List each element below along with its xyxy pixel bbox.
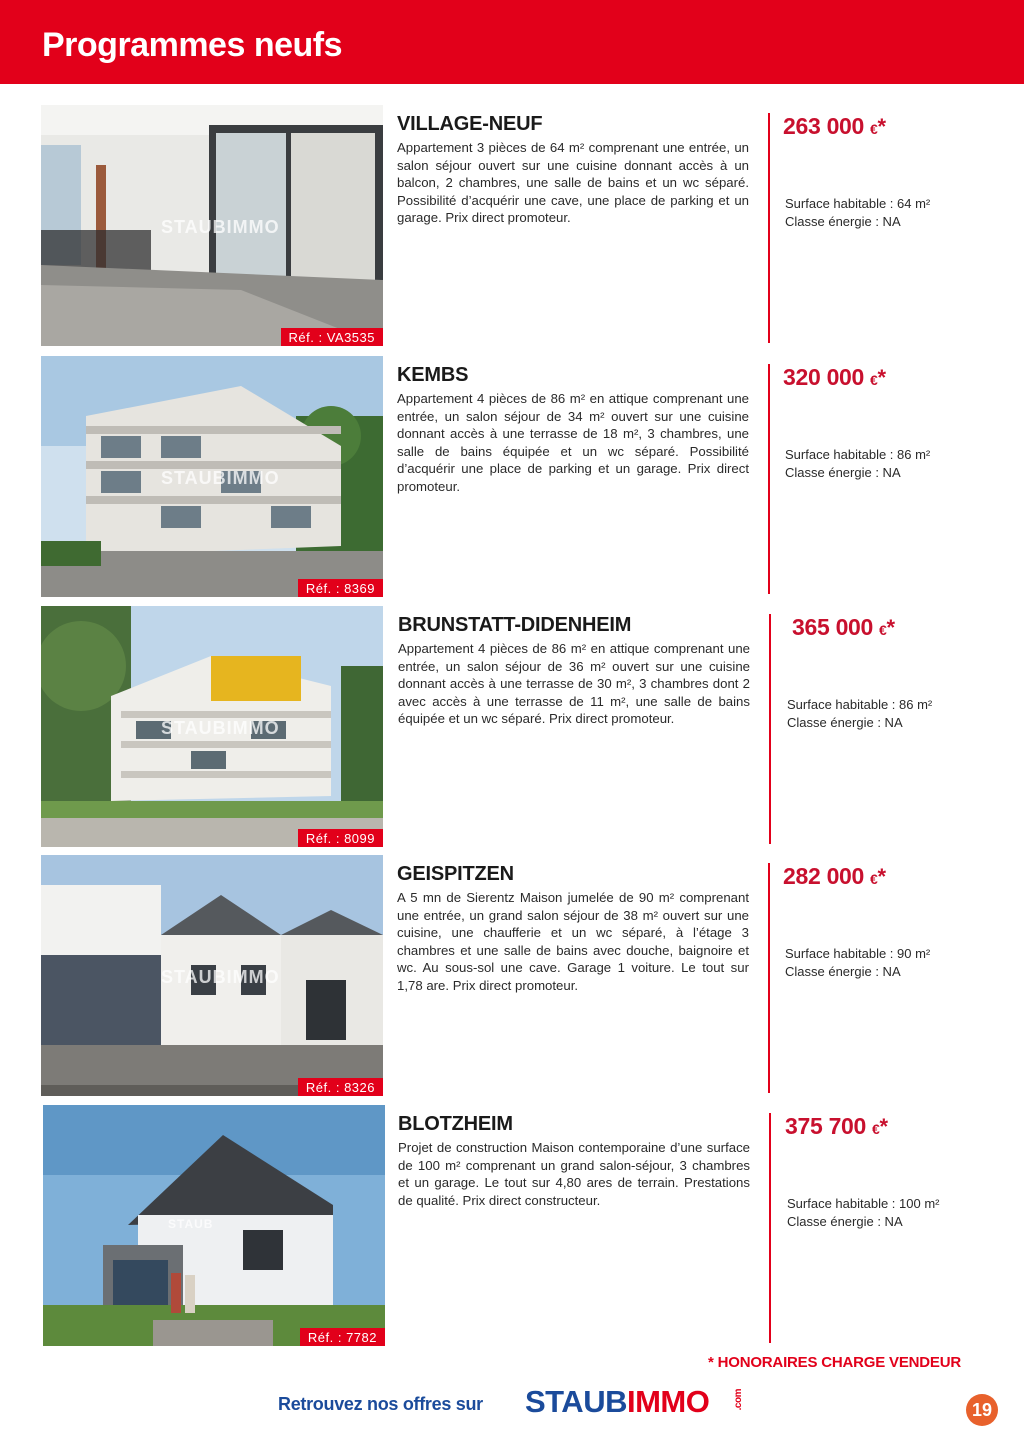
price-value: 320 000 (783, 364, 865, 390)
property-photo (43, 1105, 385, 1346)
price-value: 375 700 (785, 1113, 867, 1139)
listing-specs (787, 696, 932, 732)
property-photo (41, 105, 383, 346)
divider-line (769, 1113, 771, 1343)
property-photo (41, 356, 383, 597)
listing-city: VILLAGE-NEUF (397, 113, 543, 135)
listing-info (398, 1113, 750, 1209)
property-photo (41, 606, 383, 847)
reference-badge: Réf. : 8326 (298, 1078, 383, 1096)
photo-watermark: STAUBIMMO (161, 718, 280, 738)
listing-info (397, 863, 749, 995)
reference-badge: Réf. : 8099 (298, 829, 383, 847)
listing-card (0, 606, 1024, 851)
listing-city: BLOTZHEIM (398, 1113, 513, 1135)
listing-info (397, 364, 749, 496)
photo-modern-house-illustration (43, 1105, 385, 1346)
logo-part-staub: STAUB (525, 1384, 627, 1419)
listing-info (398, 614, 750, 728)
price-currency: € (879, 622, 887, 638)
divider-line (768, 863, 770, 1093)
listing-specs (785, 945, 930, 981)
staubimmo-logo[interactable] (525, 1384, 744, 1420)
listing-card (0, 105, 1024, 350)
price-currency: € (870, 121, 878, 137)
listing-card (0, 1105, 1024, 1350)
energy-class-text: Classe énergie : NA (785, 964, 901, 979)
price-value: 282 000 (783, 863, 865, 889)
listing-info (397, 113, 749, 227)
price-currency: € (870, 372, 878, 388)
surface-text: Surface habitable : 86 m² (787, 697, 933, 712)
listing-specs (785, 446, 930, 482)
reference-badge: Réf. : 8369 (298, 579, 383, 597)
energy-class-text: Classe énergie : NA (785, 465, 901, 480)
surface-text: Surface habitable : 86 m² (785, 447, 931, 462)
page-number-badge: 19 (966, 1394, 998, 1426)
footer-tagline: Retrouvez nos offres sur (278, 1394, 483, 1414)
page-header (0, 0, 1024, 84)
property-photo (41, 855, 383, 1096)
price-star: * (877, 365, 886, 390)
price-star: * (879, 1114, 888, 1139)
listing-description: Projet de construction Maison contemporaine d’une surface de 100 m² comprenant un grand salon-séjour, 3 chambres et un garage. Le tout sur 4,80 ares de terrain. Prestations de qualité. Prix direct constructeur. (398, 1140, 750, 1208)
surface-text: Surface habitable : 64 m² (785, 196, 931, 211)
price-star: * (886, 615, 895, 640)
photo-watermark: STAUBIMMO (161, 967, 280, 987)
energy-class-text: Classe énergie : NA (787, 1214, 903, 1229)
price-value: 365 000 (792, 614, 874, 640)
listing-city: GEISPITZEN (397, 863, 514, 885)
fees-footnote: * HONORAIRES CHARGE VENDEUR (708, 1354, 961, 1371)
price-currency: € (870, 871, 878, 887)
divider-line (768, 113, 770, 343)
price-currency: € (872, 1121, 880, 1137)
listing-description: A 5 mn de Sierentz Maison jumelée de 90 m² comprenant une entrée, un grand salon séjour de 38 m² ouvert sur une cuisine, une chaufferie et un wc séparé, à l’étage 3 chambres et une salle de bains avec douche, baignoire et wc. Au sous-sol une cave. Garage 1 voiture. Le tout sur 1,78 are. Prix direct promoteur. (397, 890, 749, 993)
page-title: Programmes neufs (42, 26, 342, 64)
photo-watermark: STAUB (168, 1217, 214, 1231)
logo-suffix-com: .com (733, 1389, 744, 1411)
listing-city: BRUNSTATT-DIDENHEIM (398, 614, 632, 636)
listing-card (0, 855, 1024, 1100)
logo-part-immo: IMMO (626, 1384, 710, 1419)
energy-class-text: Classe énergie : NA (785, 214, 901, 229)
surface-text: Surface habitable : 90 m² (785, 946, 931, 961)
reference-badge: Réf. : 7782 (300, 1328, 385, 1346)
surface-text: Surface habitable : 100 m² (787, 1196, 940, 1211)
listing-price (783, 113, 886, 140)
listing-description: Appartement 4 pièces de 86 m² en attique comprenant une entrée, un salon séjour de 34 m² ouvert sur une cuisine donnant accès à une terrasse de 18 m², 3 chambres, une salle de bains équipée et un wc séparé. Possibilité d’acquérir une place de parking et un garage. Prix direct promoteur. (397, 391, 749, 494)
listing-price (792, 614, 895, 641)
listing-description: Appartement 3 pièces de 64 m² comprenant une entrée, un salon séjour ouvert sur une cuisine donnant accès à un balcon, 2 chambres, une salle de bains et un wc séparé. Possibilité d’acquérir une cave, une place de parking et un garage. Prix direct promoteur. (397, 140, 749, 226)
listing-card (0, 356, 1024, 601)
divider-line (769, 614, 771, 844)
listing-specs (787, 1195, 939, 1231)
listing-price (783, 863, 886, 890)
price-value: 263 000 (783, 113, 865, 139)
listing-city: KEMBS (397, 364, 469, 386)
listing-price (783, 364, 886, 391)
photo-watermark: STAUBIMMO (161, 217, 280, 237)
reference-badge: Réf. : VA3535 (281, 328, 383, 346)
energy-class-text: Classe énergie : NA (787, 715, 903, 730)
price-star: * (877, 864, 886, 889)
divider-line (768, 364, 770, 594)
listing-price (785, 1113, 888, 1140)
price-star: * (877, 114, 886, 139)
listing-specs (785, 195, 930, 231)
listing-description: Appartement 4 pièces de 86 m² en attique comprenant une entrée, un salon séjour de 36 m² ouvert sur une cuisine donnant accès à une terrasse de 30 m², 3 chambres dont 2 avec accès à une terrasse de 11 m², une salle de bains équipée et un wc séparé. Prix direct promoteur. (398, 641, 750, 727)
photo-watermark: STAUBIMMO (161, 468, 280, 488)
